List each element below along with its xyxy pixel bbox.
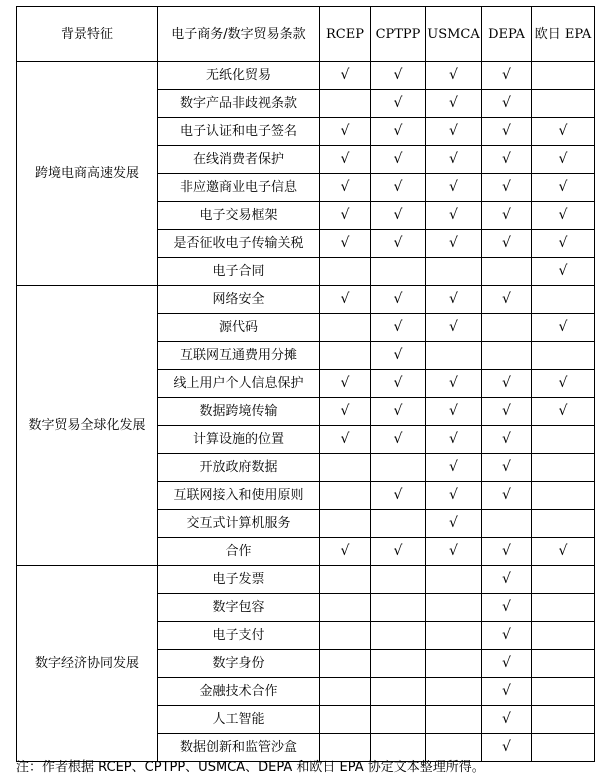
table-row [17, 62, 595, 90]
mark-cell-cptpp [371, 286, 426, 314]
check-mark-icon: √ [558, 319, 568, 335]
mark-cell-rcep [320, 230, 371, 258]
table-note: 注：作者根据 RCEP、CPTPP、USMCA、DEPA 和欧日 EPA 协定文本整理所得。 [16, 760, 485, 775]
clause-cell: 数据跨境传输 [158, 398, 320, 426]
mark-cell-usmca [426, 678, 482, 706]
mark-cell-eu-japan-epa [532, 314, 595, 342]
check-mark-icon: √ [502, 375, 511, 391]
mark-cell-eu-japan-epa [532, 426, 595, 454]
clause-cell: 数据创新和监管沙盒 [158, 734, 320, 762]
check-mark-icon: √ [502, 571, 511, 587]
mark-cell-eu-japan-epa [532, 482, 595, 510]
check-mark-icon: √ [449, 515, 458, 531]
mark-cell-rcep [320, 118, 371, 146]
check-mark-icon: √ [502, 739, 511, 755]
mark-cell-cptpp [371, 370, 426, 398]
mark-cell-eu-japan-epa [532, 62, 595, 90]
check-mark-icon: √ [393, 319, 403, 335]
mark-cell-depa [482, 398, 532, 426]
mark-cell-cptpp [371, 482, 426, 510]
mark-cell-usmca [426, 454, 482, 482]
check-mark-icon: √ [449, 375, 458, 391]
mark-cell-eu-japan-epa [532, 230, 595, 258]
mark-cell-eu-japan-epa [532, 650, 595, 678]
check-mark-icon: √ [449, 459, 458, 475]
mark-cell-usmca [426, 370, 482, 398]
check-mark-icon: √ [502, 123, 511, 139]
mark-cell-usmca [426, 62, 482, 90]
header-feature: 背景特征 [17, 7, 158, 62]
clause-cell: 电子交易框架 [158, 202, 320, 230]
check-mark-icon: √ [502, 655, 511, 671]
mark-cell-depa [482, 286, 532, 314]
check-mark-icon: √ [393, 291, 403, 307]
clause-cell: 非应邀商业电子信息 [158, 174, 320, 202]
mark-cell-eu-japan-epa [532, 146, 595, 174]
check-mark-icon: √ [449, 67, 458, 83]
check-mark-icon: √ [502, 179, 511, 195]
check-mark-icon: √ [502, 67, 511, 83]
mark-cell-cptpp [371, 426, 426, 454]
check-mark-icon: √ [393, 431, 403, 447]
mark-cell-depa [482, 566, 532, 594]
mark-cell-usmca [426, 342, 482, 370]
check-mark-icon: √ [449, 319, 458, 335]
check-mark-icon: √ [558, 207, 568, 223]
mark-cell-usmca [426, 202, 482, 230]
check-mark-icon: √ [449, 487, 458, 503]
mark-cell-rcep [320, 202, 371, 230]
clause-cell: 数字产品非歧视条款 [158, 90, 320, 118]
mark-cell-rcep [320, 566, 371, 594]
check-mark-icon: √ [340, 207, 350, 223]
mark-cell-cptpp [371, 202, 426, 230]
mark-cell-cptpp [371, 678, 426, 706]
clause-cell: 电子合同 [158, 258, 320, 286]
mark-cell-rcep [320, 678, 371, 706]
mark-cell-eu-japan-epa [532, 622, 595, 650]
mark-cell-rcep [320, 454, 371, 482]
check-mark-icon: √ [340, 543, 350, 559]
check-mark-icon: √ [393, 179, 403, 195]
mark-cell-rcep [320, 706, 371, 734]
mark-cell-rcep [320, 398, 371, 426]
mark-cell-eu-japan-epa [532, 678, 595, 706]
clause-cell: 在线消费者保护 [158, 146, 320, 174]
mark-cell-rcep [320, 510, 371, 538]
mark-cell-depa [482, 454, 532, 482]
mark-cell-depa [482, 426, 532, 454]
mark-cell-depa [482, 146, 532, 174]
table-body [17, 62, 595, 762]
mark-cell-cptpp [371, 398, 426, 426]
mark-cell-rcep [320, 594, 371, 622]
mark-cell-eu-japan-epa [532, 90, 595, 118]
check-mark-icon: √ [502, 95, 511, 111]
mark-cell-rcep [320, 174, 371, 202]
mark-cell-depa [482, 650, 532, 678]
check-mark-icon: √ [558, 375, 568, 391]
mark-cell-depa [482, 706, 532, 734]
mark-cell-cptpp [371, 258, 426, 286]
mark-cell-cptpp [371, 314, 426, 342]
mark-cell-cptpp [371, 566, 426, 594]
check-mark-icon: √ [449, 291, 458, 307]
mark-cell-cptpp [371, 342, 426, 370]
check-mark-icon: √ [393, 543, 403, 559]
mark-cell-eu-japan-epa [532, 594, 595, 622]
table-row [17, 286, 595, 314]
check-mark-icon: √ [340, 235, 350, 251]
check-mark-icon: √ [502, 403, 511, 419]
mark-cell-rcep [320, 622, 371, 650]
check-mark-icon: √ [502, 599, 511, 615]
check-mark-icon: √ [449, 207, 458, 223]
mark-cell-cptpp [371, 174, 426, 202]
mark-cell-depa [482, 678, 532, 706]
mark-cell-rcep [320, 258, 371, 286]
mark-cell-rcep [320, 62, 371, 90]
mark-cell-eu-japan-epa [532, 706, 595, 734]
feature-cell: 跨境电商高速发展 [17, 62, 158, 286]
mark-cell-eu-japan-epa [532, 538, 595, 566]
mark-cell-depa [482, 342, 532, 370]
check-mark-icon: √ [393, 487, 403, 503]
check-mark-icon: √ [449, 235, 458, 251]
mark-cell-eu-japan-epa [532, 734, 595, 762]
clause-cell: 数字身份 [158, 650, 320, 678]
clause-cell: 金融技术合作 [158, 678, 320, 706]
mark-cell-rcep [320, 538, 371, 566]
mark-cell-depa [482, 370, 532, 398]
clause-cell: 计算设施的位置 [158, 426, 320, 454]
check-mark-icon: √ [558, 235, 568, 251]
mark-cell-cptpp [371, 650, 426, 678]
mark-cell-eu-japan-epa [532, 398, 595, 426]
mark-cell-eu-japan-epa [532, 566, 595, 594]
mark-cell-cptpp [371, 594, 426, 622]
check-mark-icon: √ [340, 403, 350, 419]
check-mark-icon: √ [449, 179, 458, 195]
mark-cell-usmca [426, 706, 482, 734]
mark-cell-usmca [426, 398, 482, 426]
mark-cell-eu-japan-epa [532, 370, 595, 398]
check-mark-icon: √ [449, 543, 458, 559]
mark-cell-depa [482, 258, 532, 286]
clause-cell: 互联网接入和使用原则 [158, 482, 320, 510]
mark-cell-rcep [320, 482, 371, 510]
check-mark-icon: √ [393, 235, 403, 251]
check-mark-icon: √ [393, 123, 403, 139]
mark-cell-usmca [426, 510, 482, 538]
check-mark-icon: √ [340, 151, 350, 167]
clause-cell: 电子发票 [158, 566, 320, 594]
clause-cell: 电子支付 [158, 622, 320, 650]
feature-cell: 数字贸易全球化发展 [17, 286, 158, 566]
check-mark-icon: √ [449, 95, 458, 111]
mark-cell-depa [482, 118, 532, 146]
check-mark-icon: √ [502, 291, 511, 307]
feature-cell: 数字经济协同发展 [17, 566, 158, 762]
mark-cell-eu-japan-epa [532, 118, 595, 146]
check-mark-icon: √ [393, 207, 403, 223]
check-mark-icon: √ [449, 431, 458, 447]
mark-cell-eu-japan-epa [532, 342, 595, 370]
clause-cell: 人工智能 [158, 706, 320, 734]
mark-cell-rcep [320, 146, 371, 174]
check-mark-icon: √ [340, 179, 350, 195]
mark-cell-usmca [426, 482, 482, 510]
check-mark-icon: √ [502, 711, 511, 727]
mark-cell-rcep [320, 650, 371, 678]
mark-cell-depa [482, 734, 532, 762]
check-mark-icon: √ [340, 431, 350, 447]
check-mark-icon: √ [502, 459, 511, 475]
check-mark-icon: √ [340, 123, 350, 139]
check-mark-icon: √ [340, 67, 350, 83]
header-agreement-usmca: USMCA [426, 7, 482, 62]
mark-cell-usmca [426, 286, 482, 314]
mark-cell-usmca [426, 594, 482, 622]
mark-cell-rcep [320, 370, 371, 398]
mark-cell-usmca [426, 622, 482, 650]
mark-cell-eu-japan-epa [532, 202, 595, 230]
check-mark-icon: √ [502, 683, 511, 699]
mark-cell-eu-japan-epa [532, 454, 595, 482]
clause-cell: 数字包容 [158, 594, 320, 622]
mark-cell-depa [482, 90, 532, 118]
mark-cell-usmca [426, 118, 482, 146]
mark-cell-cptpp [371, 622, 426, 650]
header-agreement-rcep: RCEP [320, 7, 371, 62]
mark-cell-rcep [320, 426, 371, 454]
mark-cell-eu-japan-epa [532, 286, 595, 314]
check-mark-icon: √ [449, 403, 458, 419]
mark-cell-usmca [426, 314, 482, 342]
agreement-comparison-table [16, 6, 595, 762]
mark-cell-usmca [426, 90, 482, 118]
mark-cell-depa [482, 62, 532, 90]
mark-cell-eu-japan-epa [532, 258, 595, 286]
check-mark-icon: √ [502, 151, 511, 167]
mark-cell-depa [482, 482, 532, 510]
mark-cell-usmca [426, 258, 482, 286]
clause-cell: 源代码 [158, 314, 320, 342]
mark-cell-depa [482, 174, 532, 202]
check-mark-icon: √ [449, 123, 458, 139]
check-mark-icon: √ [393, 151, 403, 167]
mark-cell-cptpp [371, 90, 426, 118]
check-mark-icon: √ [558, 151, 568, 167]
mark-cell-depa [482, 594, 532, 622]
mark-cell-rcep [320, 342, 371, 370]
mark-cell-eu-japan-epa [532, 510, 595, 538]
mark-cell-cptpp [371, 230, 426, 258]
mark-cell-usmca [426, 146, 482, 174]
mark-cell-usmca [426, 230, 482, 258]
check-mark-icon: √ [558, 123, 568, 139]
check-mark-icon: √ [393, 403, 403, 419]
header-agreement-depa: DEPA [482, 7, 532, 62]
mark-cell-rcep [320, 314, 371, 342]
mark-cell-cptpp [371, 118, 426, 146]
header-agreement-eu-japan-epa: 欧日 EPA [532, 7, 595, 62]
check-mark-icon: √ [393, 67, 403, 83]
check-mark-icon: √ [502, 235, 511, 251]
mark-cell-cptpp [371, 454, 426, 482]
mark-cell-cptpp [371, 706, 426, 734]
table-row [17, 566, 595, 594]
mark-cell-cptpp [371, 510, 426, 538]
mark-cell-usmca [426, 566, 482, 594]
header-agreement-cptpp: CPTPP [371, 7, 426, 62]
header-row [17, 7, 595, 62]
mark-cell-rcep [320, 286, 371, 314]
mark-cell-cptpp [371, 146, 426, 174]
clause-cell: 网络安全 [158, 286, 320, 314]
mark-cell-cptpp [371, 538, 426, 566]
clause-cell: 合作 [158, 538, 320, 566]
check-mark-icon: √ [502, 543, 511, 559]
mark-cell-depa [482, 314, 532, 342]
mark-cell-cptpp [371, 62, 426, 90]
mark-cell-usmca [426, 426, 482, 454]
mark-cell-depa [482, 510, 532, 538]
clause-cell: 无纸化贸易 [158, 62, 320, 90]
check-mark-icon: √ [558, 263, 568, 279]
mark-cell-rcep [320, 90, 371, 118]
mark-cell-usmca [426, 174, 482, 202]
check-mark-icon: √ [393, 375, 403, 391]
check-mark-icon: √ [558, 403, 568, 419]
check-mark-icon: √ [449, 151, 458, 167]
check-mark-icon: √ [340, 291, 350, 307]
check-mark-icon: √ [393, 95, 403, 111]
clause-cell: 电子认证和电子签名 [158, 118, 320, 146]
mark-cell-eu-japan-epa [532, 174, 595, 202]
check-mark-icon: √ [558, 543, 568, 559]
check-mark-icon: √ [558, 179, 568, 195]
mark-cell-usmca [426, 650, 482, 678]
check-mark-icon: √ [502, 487, 511, 503]
clause-cell: 交互式计算机服务 [158, 510, 320, 538]
mark-cell-depa [482, 230, 532, 258]
mark-cell-depa [482, 538, 532, 566]
clause-cell: 互联网互通费用分摊 [158, 342, 320, 370]
clause-cell: 是否征收电子传输关税 [158, 230, 320, 258]
check-mark-icon: √ [502, 627, 511, 643]
mark-cell-usmca [426, 538, 482, 566]
check-mark-icon: √ [340, 375, 350, 391]
check-mark-icon: √ [502, 431, 511, 447]
mark-cell-depa [482, 622, 532, 650]
check-mark-icon: √ [502, 207, 511, 223]
clause-cell: 线上用户个人信息保护 [158, 370, 320, 398]
check-mark-icon: √ [393, 347, 403, 363]
mark-cell-depa [482, 202, 532, 230]
clause-cell: 开放政府数据 [158, 454, 320, 482]
header-clause: 电子商务/数字贸易条款 [158, 7, 320, 62]
